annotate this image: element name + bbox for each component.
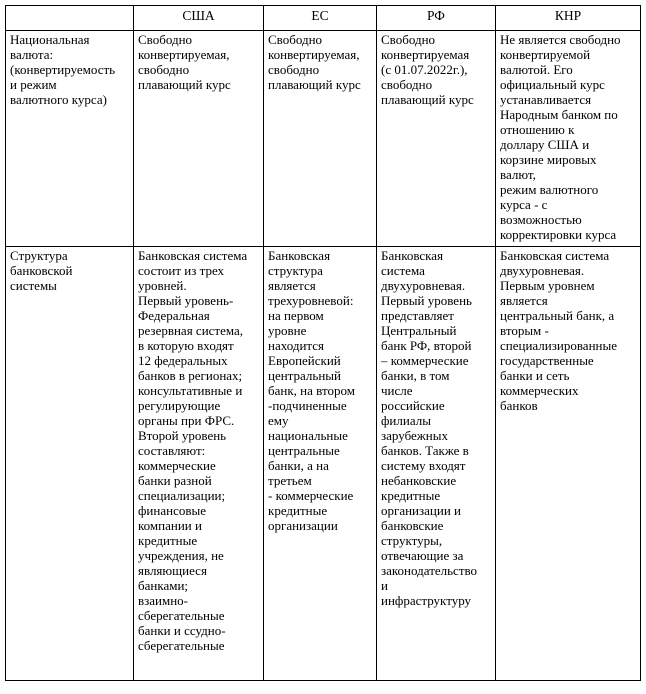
cell-eu-banking: Банковская структура является трехуровневой: на первом уровне находится Европейский центральный банк, на втором -подчиненные ему национальные центральные банки, а на третьем - коммерческие кредитные организации <box>264 247 377 681</box>
header-cell-usa: США <box>134 6 264 31</box>
table-row <box>6 247 641 681</box>
row-label-currency: Национальная валюта: (конвертируемость и режим валютного курса) <box>6 31 134 247</box>
cell-rf-banking: Банковская система двухуровневая. Первый уровень представляет Центральный банк РФ, второй – коммерческие банки, в том числе российские филиалы зарубежных банков. Также в систему входят небанковские кредитные организации и банковские структуры, отвечающие за законодательство и инфраструктуру <box>377 247 496 681</box>
header-cell-china: КНР <box>496 6 641 31</box>
cell-rf-currency: Свободно конвертируемая (с 01.07.2022г.), свободно плавающий курс <box>377 31 496 247</box>
header-cell-empty <box>6 6 134 31</box>
cell-usa-banking: Банковская система состоит из трех уровней. Первый уровень- Федеральная резервная система, в которую входят 12 федеральных банков в регионах; консультативные и регулирующие органы при ФРС. Второй уровень составляют: коммерческие банки разной специализации; финансовые компании и кредитные учреждения, не являющиеся банками; взаимно- сберегательные банки и ссудно- сберегательные <box>134 247 264 681</box>
table-header-row <box>6 6 641 31</box>
cell-china-currency: Не является свободно конвертируемой валютой. Его официальный курс устанавливается Народным банком по отношению к доллару США и корзине мировых валют, режим валютного курса - с возможностью корректировки курса <box>496 31 641 247</box>
cell-usa-currency: Свободно конвертируемая, свободно плавающий курс <box>134 31 264 247</box>
comparison-table <box>5 5 641 681</box>
header-cell-eu: ЕС <box>264 6 377 31</box>
row-label-banking: Структура банковской системы <box>6 247 134 681</box>
cell-eu-currency: Свободно конвертируемая, свободно плавающий курс <box>264 31 377 247</box>
cell-china-banking: Банковская система двухуровневая. Первым уровнем является центральный банк, а вторым - специализированные государственные банки и сеть коммерческих банков <box>496 247 641 681</box>
header-cell-rf: РФ <box>377 6 496 31</box>
table-row <box>6 31 641 247</box>
